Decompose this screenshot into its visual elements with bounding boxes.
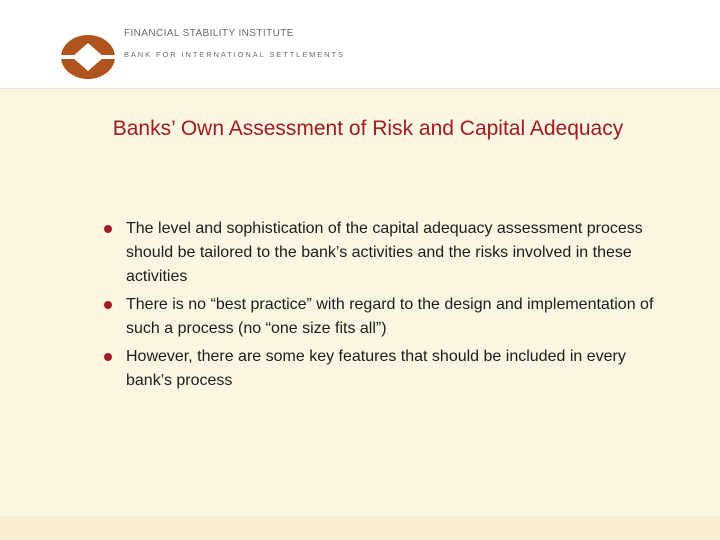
institute-name: FINANCIAL STABILITY INSTITUTE <box>124 28 294 39</box>
bullet-dot-icon <box>104 353 112 361</box>
bullet-item <box>103 217 663 289</box>
bullet-item <box>103 293 663 341</box>
institute-subtitle: BANK FOR INTERNATIONAL SETTLEMENTS <box>124 50 345 59</box>
bullet-text: However, there are some key features that should be included in every bank’s process <box>126 348 626 389</box>
bullet-dot-icon <box>104 225 112 233</box>
bullet-text: There is no “best practice” with regard to the design and implementation of such a process (no “one size fits all”) <box>126 296 654 337</box>
bullet-dot-icon <box>104 301 112 309</box>
footer-band <box>0 516 720 540</box>
bullet-text: The level and sophistication of the capital adequacy assessment process should be tailored to the bank’s activities and the risks involved in these activities <box>126 220 643 285</box>
bullet-list <box>103 217 663 397</box>
bis-fsi-logo-icon <box>60 34 116 80</box>
bullet-item <box>103 345 663 393</box>
slide-title: Banks’ Own Assessment of Risk and Capital Adequacy <box>112 117 624 140</box>
slide-header <box>0 0 720 89</box>
